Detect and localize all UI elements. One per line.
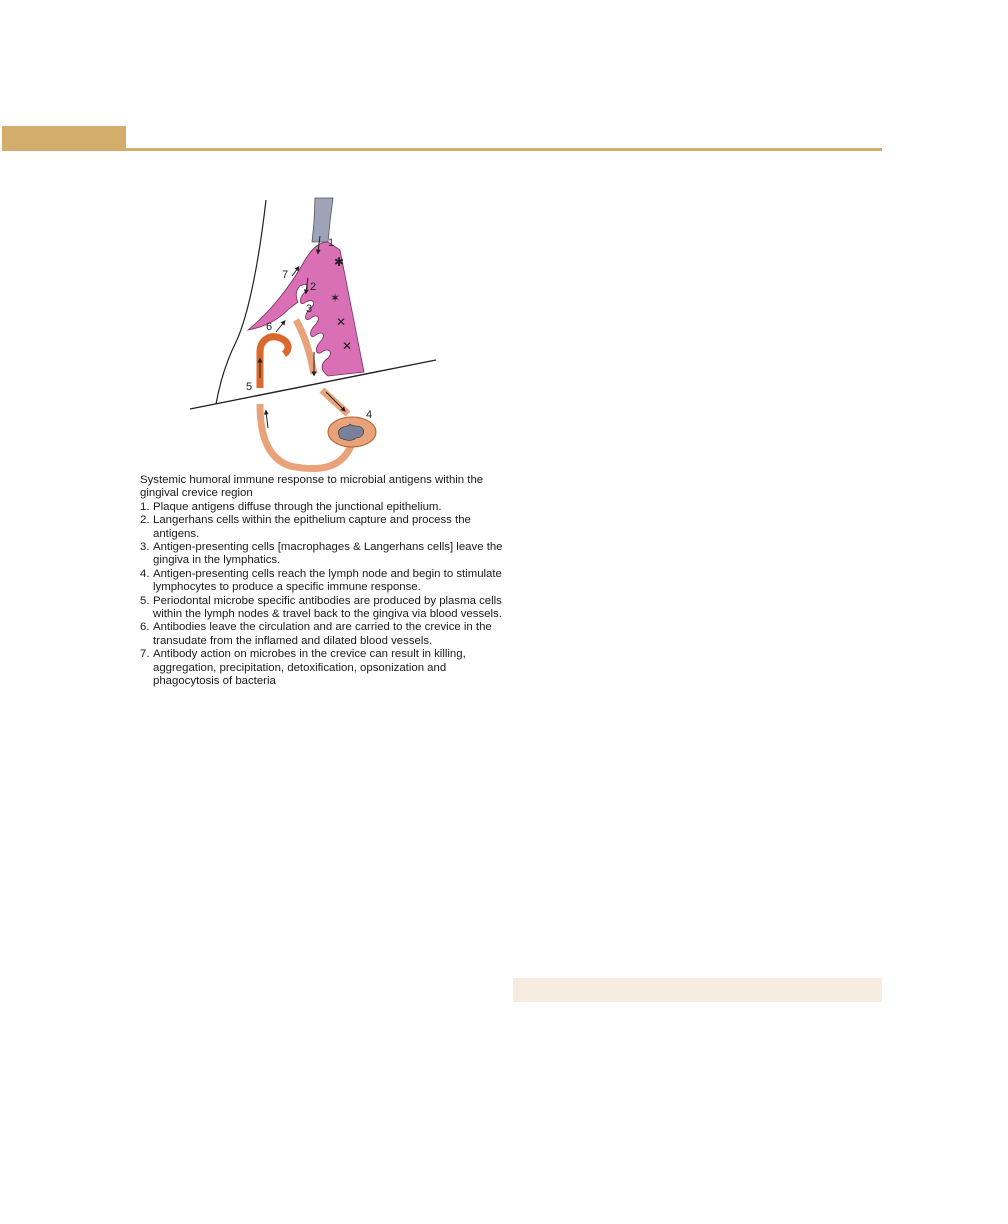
label-6: 6 [266, 321, 273, 333]
caption-step [140, 621, 510, 648]
arrow-6 [276, 322, 284, 332]
header-rule [126, 148, 882, 151]
step-text: Langerhans cells within the epithelium capture and process the antigens. [153, 514, 471, 540]
label-2: 2 [310, 281, 317, 293]
step-text: Antibody action on microbes in the crevice can result in killing, aggregation, precipitation, detoxification, opsonization and phagocytosis of bacteria [153, 648, 466, 688]
label-5: 5 [246, 381, 253, 393]
figure-caption [140, 474, 510, 689]
immune-response-diagram [180, 192, 450, 482]
lymph-vessel-to-node [322, 390, 348, 414]
label-4: 4 [366, 409, 373, 421]
antibody-mark: ✕ [336, 315, 347, 329]
caption-title: Systemic humoral immune response to microbial antigens within the gingival crevice region [140, 474, 484, 500]
label-7: 7 [282, 269, 289, 281]
immune-response-figure [180, 192, 450, 482]
lymph-vessel-upward [296, 320, 314, 374]
step-text: Periodontal microbe specific antibodies are produced by plasma cells within the lymph nodes & travel back to the gingiva via blood vessels. [153, 594, 502, 621]
step-number: 2. [140, 514, 150, 527]
antibody-mark: ✕ [342, 339, 353, 353]
caption-step [140, 568, 510, 595]
caption-step [140, 514, 510, 541]
step-number: 5. [140, 594, 150, 607]
step-text: Plaque antigens diffuse through the junctional epithelium. [153, 500, 442, 513]
step-number: 6. [140, 621, 150, 634]
label-3: 3 [306, 303, 313, 315]
antibody-mark: ✱ [334, 255, 345, 269]
caption-step [140, 648, 510, 688]
step-number: 4. [140, 567, 150, 580]
note-bar [513, 978, 882, 1002]
caption-step [140, 595, 510, 622]
step-text: Antigen-presenting cells [macrophages & Langerhans cells] leave the gingiva in the lymphatics. [153, 541, 503, 567]
step-number: 7. [140, 648, 150, 661]
header-tab [2, 126, 126, 151]
step-number: 3. [140, 541, 150, 554]
label-1: 1 [328, 237, 335, 249]
step-text: Antigen-presenting cells reach the lymph node and begin to stimulate lymphocytes to produce a specific immune response. [153, 567, 502, 594]
blood-vessel-loop [260, 337, 288, 388]
arrow-return [266, 412, 268, 428]
caption-step [140, 541, 510, 568]
caption-steps [140, 501, 510, 689]
step-text: Antibodies leave the circulation and are carried to the crevice in the transudate from the inflamed and dilated blood vessels. [153, 621, 492, 647]
antibody-mark: ✶ [330, 291, 341, 305]
caption-step [140, 501, 510, 514]
step-number: 1. [140, 500, 150, 513]
tooth-surface [312, 198, 333, 242]
